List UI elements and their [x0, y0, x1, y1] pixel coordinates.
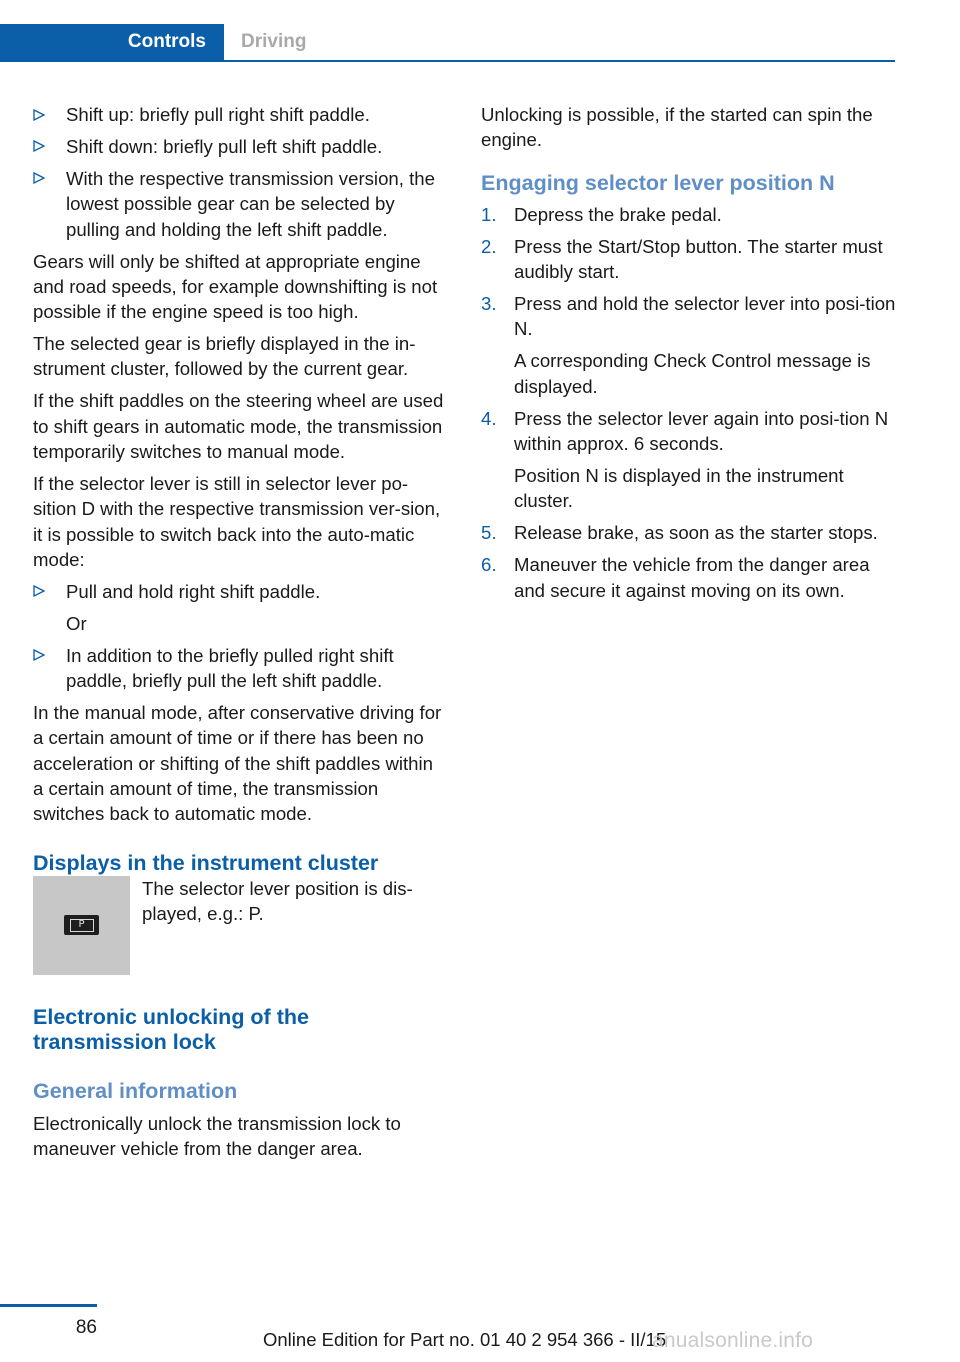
list-item-subtext: Or — [66, 612, 87, 634]
section-heading-displays: Displays in the instrument cluster — [33, 850, 379, 875]
list-item-text: With the respective transmission version, the lowest possible gear can be selected by pulling and holding the left shift paddle. — [66, 167, 435, 240]
list-item-text: Shift up: briefly pull right shift paddle. — [66, 104, 370, 125]
paragraph: The selected gear is briefly displayed in the in‐strument cluster, followed by the current gear. — [33, 333, 416, 380]
right-column — [481, 102, 896, 610]
step-text: Press and hold the selector lever into posi‐tion N. — [514, 293, 896, 340]
tab-driving[interactable]: Driving — [241, 31, 307, 52]
subsection-heading-engaging: Engaging selector lever position N — [481, 170, 835, 195]
step-number: 1. — [481, 203, 497, 225]
paragraph: Unlocking is possible, if the started can spin the engine. — [481, 104, 873, 151]
list-item — [33, 166, 448, 242]
list-item — [33, 134, 448, 159]
display-description: The selector lever position is dis‐played, e.g.: P. — [142, 877, 413, 925]
triangle-bullet-icon — [33, 166, 47, 191]
step-item — [481, 406, 896, 514]
step-text: Release brake, as soon as the starter stops. — [514, 522, 878, 544]
list-item-text: In addition to the briefly pulled right shift paddle, briefly pull the left shift paddle. — [66, 644, 394, 692]
list-item — [33, 643, 448, 694]
step-item — [481, 520, 896, 545]
step-number: 4. — [481, 407, 497, 429]
list-item — [33, 579, 448, 636]
list-item-text: Pull and hold right shift paddle. — [66, 580, 321, 602]
paragraph: Gears will only be shifted at appropriate engine and road speeds, for example downshifting is not possible if the engine speed is too high. — [33, 250, 438, 323]
step-text: Press the selector lever again into posi‐tion N within approx. 6 seconds. — [514, 407, 889, 455]
gear-display-icon — [64, 915, 99, 935]
step-item — [481, 552, 896, 603]
heading-line: Electronic unlocking of the — [33, 1004, 309, 1029]
list-item-text: Shift down: briefly pull left shift paddle. — [66, 135, 383, 157]
step-item — [481, 202, 896, 227]
heading-line: transmission lock — [33, 1030, 216, 1055]
step-number: 5. — [481, 522, 497, 544]
triangle-bullet-icon — [33, 102, 47, 127]
instrument-cluster-image — [33, 876, 130, 975]
gear-letter: P — [70, 919, 94, 932]
paragraph: Electronically unlock the transmission lock to maneuver vehicle from the danger area. — [33, 1112, 401, 1160]
step-subtext: Position N is displayed in the instrument cluster. — [514, 465, 844, 512]
edition-text: Online Edition for Part no. 01 40 2 954 366 - II/15 — [263, 1329, 667, 1350]
step-number: 2. — [481, 235, 497, 257]
display-example — [33, 876, 448, 975]
step-number: 3. — [481, 293, 497, 315]
step-number: 6. — [481, 554, 497, 576]
paragraph: If the selector lever is still in selector lever po‐sition D with the respective transmission ver‐sion, it is possible to switch back into the auto‐matic mode: — [33, 472, 441, 570]
tab-controls[interactable]: Controls — [0, 24, 224, 60]
watermark: anualsonline.info — [652, 1329, 814, 1352]
step-item — [481, 291, 896, 399]
chapter-tab-bar — [0, 24, 895, 62]
page-number: 86 — [75, 1317, 97, 1338]
subsection-heading-general: General information — [33, 1079, 238, 1104]
footer-rule — [0, 1304, 97, 1307]
step-text: Maneuver the vehicle from the danger area and secure it against moving on its own. — [514, 554, 870, 601]
paragraph: If the shift paddles on the steering wheel are used to shift gears in automatic mode, the transmission temporarily switches to manual mode. — [33, 390, 444, 462]
step-text: Press the Start/Stop button. The starter must audibly start. — [514, 235, 883, 283]
step-text: Depress the brake pedal. — [514, 203, 722, 225]
triangle-bullet-icon — [33, 134, 47, 159]
left-column — [33, 102, 448, 1168]
paragraph: In the manual mode, after conservative driving for a certain amount of time or if there has been no acceleration or shifting of the shift paddles within a certain amount of time, the transmission switches back to automatic mode. — [33, 702, 442, 825]
step-subtext: A corresponding Check Control message is displayed. — [514, 350, 871, 397]
triangle-bullet-icon — [33, 643, 47, 668]
list-item — [33, 102, 448, 127]
section-heading-unlocking — [33, 1005, 448, 1056]
step-item — [481, 234, 896, 285]
triangle-bullet-icon — [33, 579, 47, 604]
